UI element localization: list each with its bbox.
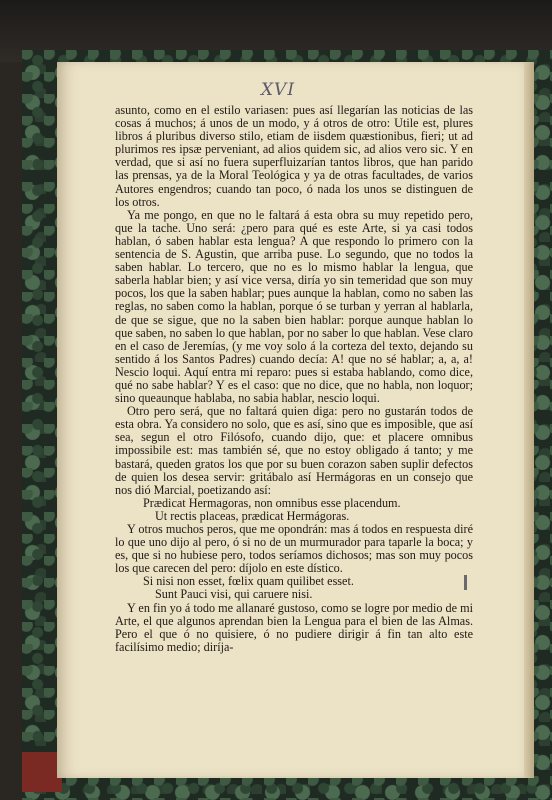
paragraph-3: Otro pero será, que no faltará quien diga: pero no gustarán todos de esta obra. Ya considero no solo, que es así, sino que es imposible, que así sea, segun el otro Filósofo, cuando dijo, que: et placere omnibus impossibile est: mas también sé, que no estoy obligado á tanto; y me bastará, queden gratos los que por su buen corazon saben suplir defectos de quien los desea servir: gritábalo así Hermágoras en un consejo que nos dió Marcial, poetizando así:	[115, 404, 473, 497]
paragraph-1: asunto, como en el estilo variasen: pues así llegarían las noticias de las cosas á muchos; á unos de un modo, y á otros de otro: Utile est, plures libros á pluribus diverso stilo, etiam de iisdem quæstionibus, fieri; ut ad plurimos res ipsæ perveniant, ad alios quidem sic, ad alios vero sic. Y en verdad, que si así no fuera superfluizarían tantos libros, que han parido las prensas, ya de la Moral Teológica y ya de otras facultades, de varios Autores engendros; cuando tan poco, ó nada los unos se distinguen de los otros.	[115, 103, 473, 209]
verse-line-2: Ut rectis placeas, prædicat Hermágoras.	[155, 508, 350, 523]
paragraph-2: Ya me pongo, en que no le faltará á esta obra su muy repetido pero, que la tache. Uno será: ¿pero para qué es este Arte, si ya casi todos hablan, ó saben hablar esta lengua? A que respondo lo primero con la sentencia de S. Agustin, que arriba puse. Lo segundo, que no todos la saben hablar. Lo tercero, que no es lo mismo hablar la lengua, que saberla hablar bien; y así vice versa, diría yo sin temeridad que son muy pocos, los que la saben hablar; pues aunque la hablan, como no saben las reglas, no saben como la hablan, porque ó se turban y yerran al hablarla, de que se sigue, que no la saben bien hablar: porque aunque hablan lo que saben, no saben lo que hablan, por no saber lo que hablan. Vese claro en el caso de Jeremías, (y me voy solo á la corteza del texto, dejando su sentido á los Santos Padres) cuando decía: A! que no sé hablar; a, a, a! Nescio loqui. Aquí entra mi reparo: pues si estaba hablando, como dice, qué no sabe hablar? Y es el caso: que no dice, que no habla, non loquor; sino queaunque hablaba, no sabia hablar, nescio loqui.	[115, 207, 473, 406]
paragraph-5: Y en fin yo á todo me allanaré gustoso, como se logre por medio de mi Arte, el que algunos aprendan bien la Lengua para el bien de las Almas. Pero el que ó no quisiere, ó no pudiere dirigir á fin tan alto este facilísimo medio; diríja-	[115, 600, 473, 654]
page-edge	[524, 62, 534, 778]
page-number: XVI	[260, 80, 296, 100]
verse-line-1: Prædicat Hermagoras, non omnibus esse placendum.	[143, 495, 401, 510]
paragraph-4: Y otros muchos peros, que me opondrán: mas á todos en respuesta diré lo que uno dijo al pero, ó si no de un murmurador para taparle la boca; y es, que si no hubiese pero, todos seríamos dichosos; mas son muy pocos los que carecen del pero: díjolo en este dístico.	[115, 522, 473, 576]
page-text	[115, 104, 473, 654]
verse-line-3: Si nisi non esset, fœlix quam quilibet esset.	[143, 574, 354, 589]
cover-corner	[22, 752, 62, 792]
margin-mark	[464, 575, 467, 590]
verse-line-4: Sunt Pauci visi, qui caruere nisi.	[155, 587, 313, 602]
